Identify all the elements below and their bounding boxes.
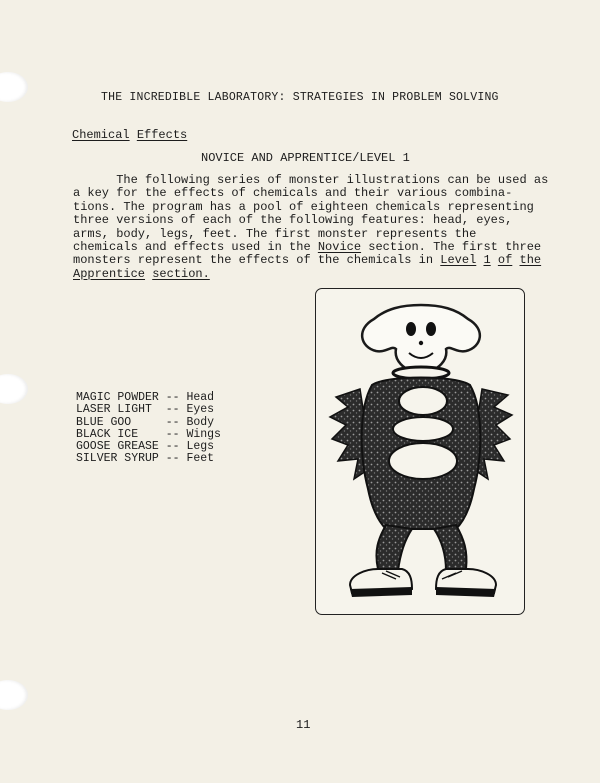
chemical-name: SILVER SYRUP	[76, 452, 159, 466]
binder-hole	[0, 72, 28, 102]
legend-row: BLUE GOO -- Body	[76, 415, 215, 429]
level-number: 1	[483, 253, 491, 268]
monster-leg-left	[376, 525, 412, 571]
legend-row: BLACK ICE -- Wings	[76, 427, 221, 441]
section-word: section.	[152, 266, 210, 281]
the-word: the	[519, 253, 542, 268]
section-word-1: Chemical	[72, 128, 130, 142]
level-heading: NOVICE AND APPRENTICE/LEVEL 1	[201, 151, 410, 165]
paragraph-line: three versions of each of the following features: head, eyes,	[73, 213, 513, 228]
monster-illustration	[316, 289, 524, 614]
paragraph-line	[73, 268, 553, 281]
chemical-name: GOOSE GREASE	[76, 440, 159, 454]
paragraph-text: monsters represent the effects of the chemicals in	[73, 253, 441, 268]
monster-eye	[406, 322, 416, 336]
chemical-legend	[76, 392, 221, 466]
section-heading	[72, 128, 187, 142]
legend-row: SILVER SYRUP -- Feet	[76, 452, 215, 466]
apprentice-word: Apprentice	[73, 266, 146, 281]
page-number: 11	[296, 718, 311, 732]
binder-hole	[0, 680, 28, 710]
page-title: THE INCREDIBLE LABORATORY: STRATEGIES IN PROBLEM SOLVING	[101, 91, 499, 104]
effect-name: Legs	[186, 440, 215, 454]
chest-plate	[389, 443, 457, 479]
monster-eye	[426, 322, 436, 336]
chest-plate	[393, 417, 453, 441]
monster-illustration-frame	[315, 288, 525, 615]
level-word: Level	[440, 253, 477, 268]
chemical-name: BLACK ICE	[76, 427, 139, 441]
chemical-name: MAGIC POWDER	[76, 391, 159, 404]
intro-paragraph	[73, 174, 553, 281]
paragraph-line: a key for the effects of chemicals and their various combina-	[73, 186, 513, 201]
paragraph-line: tions. The program has a pool of eighteen chemicals representing	[73, 199, 534, 214]
monster-leg-right	[434, 525, 467, 571]
legend-row: LASER LIGHT -- Eyes	[76, 403, 215, 417]
paragraph-text: section. The first three	[361, 240, 542, 255]
chemical-name: LASER LIGHT	[76, 403, 152, 417]
of-word: of	[497, 253, 513, 268]
binder-hole	[0, 374, 28, 404]
legend-row: GOOSE GREASE -- Legs	[76, 440, 215, 454]
effect-name: Feet	[186, 452, 215, 466]
effect-name: Eyes	[186, 403, 215, 417]
effect-name: Head	[186, 391, 215, 404]
paragraph-line: The following series of monster illustrations can be used as	[73, 173, 549, 187]
effect-name: Body	[186, 415, 215, 429]
monster-head	[362, 305, 480, 373]
legend-row: MAGIC POWDER -- Head	[76, 391, 215, 404]
paragraph-text: chemicals and effects used in the	[73, 240, 318, 255]
novice-link-text: Novice	[317, 240, 362, 255]
paragraph-line	[73, 241, 553, 254]
effect-name: Wings	[186, 427, 221, 441]
chest-plate	[399, 387, 447, 415]
monster-nose	[419, 341, 423, 345]
paragraph-line	[73, 254, 553, 267]
paragraph-line: arms, body, legs, feet. The first monster represents the	[73, 226, 477, 241]
chemical-name: BLUE GOO	[76, 415, 132, 429]
section-word-2: Effects	[136, 128, 188, 142]
